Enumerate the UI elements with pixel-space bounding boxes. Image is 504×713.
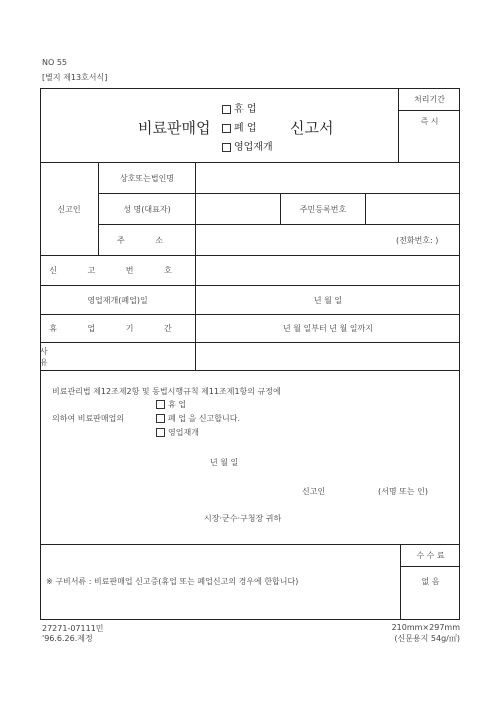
document-title: 비료판매업 xyxy=(138,119,211,137)
address-label: 주 소 xyxy=(117,235,177,245)
checkbox-icon xyxy=(222,143,231,152)
resident-number-label: 주민등록번호 xyxy=(299,204,347,214)
statement-line2: 의하여 비료판매업의 xyxy=(52,414,125,423)
suspension-period-label: 휴 업 기 간 xyxy=(49,324,186,333)
suspension-period-value: 년 월 일부터 년 월 일까지 xyxy=(283,324,373,333)
statement-recipient: 시장·군수·구청장 귀하 xyxy=(204,514,282,523)
statement-signature: (서명 또는 인) xyxy=(378,487,428,496)
resume-close-date-label: 영업재개(폐업)일 xyxy=(87,295,148,305)
processing-period-value: 즉 시 xyxy=(420,117,439,126)
statement-applicant: 신고인 xyxy=(302,487,326,496)
checkbox-icon xyxy=(156,414,165,423)
resume-close-date-value: 년 월 일 xyxy=(313,295,343,305)
option-resume: 영업재개 xyxy=(222,138,273,153)
statement-date: 년 월 일 xyxy=(210,458,239,467)
paper-size: 210mm×297mm xyxy=(391,623,460,632)
document-title-suffix: 신고서 xyxy=(290,119,334,137)
statement-option-suspend: 휴 업 xyxy=(156,399,186,410)
fee-label: 수 수 료 xyxy=(416,551,445,560)
report-number-label: 신 고 번 호 xyxy=(49,266,186,275)
reason-label: 사 유 xyxy=(40,346,108,367)
checkbox-icon xyxy=(156,428,165,437)
checkbox-icon xyxy=(222,105,231,114)
representative-label: 성 명(대표자) xyxy=(123,204,171,214)
statement-option-resume: 영업재개 xyxy=(156,427,199,438)
statement-option-close: 폐 업 을 신고합니다. xyxy=(156,413,240,424)
statement-line1: 비료관리법 제12조제2항 및 동법시행규칙 제11조제1항의 규정에 xyxy=(52,387,281,396)
applicant-label: 신고인 xyxy=(57,204,81,214)
fee-value: 없 음 xyxy=(421,576,440,586)
form-enacted-date: '96.6.26.제정 xyxy=(42,634,93,643)
form-code: 27271-07111민 xyxy=(42,624,104,633)
checkbox-icon xyxy=(222,124,231,133)
checkbox-icon xyxy=(156,400,165,409)
phone-label: (전화번호: ) xyxy=(396,236,439,245)
required-documents: ※ 구비서류 : 비료판매업 신고증(휴업 또는 폐업신고의 경우에 한합니다) xyxy=(46,577,299,586)
form-number: NO 55 xyxy=(42,58,68,67)
processing-period-label: 처리기간 xyxy=(414,95,445,104)
option-suspend: 휴 업 xyxy=(222,100,257,115)
form-reference: [별지 제13호서식] xyxy=(42,73,108,82)
option-close: 폐 업 xyxy=(222,119,257,134)
paper-type: (신문용지 54g/㎡) xyxy=(394,634,460,643)
business-name-label: 상호또는법인명 xyxy=(119,173,175,183)
